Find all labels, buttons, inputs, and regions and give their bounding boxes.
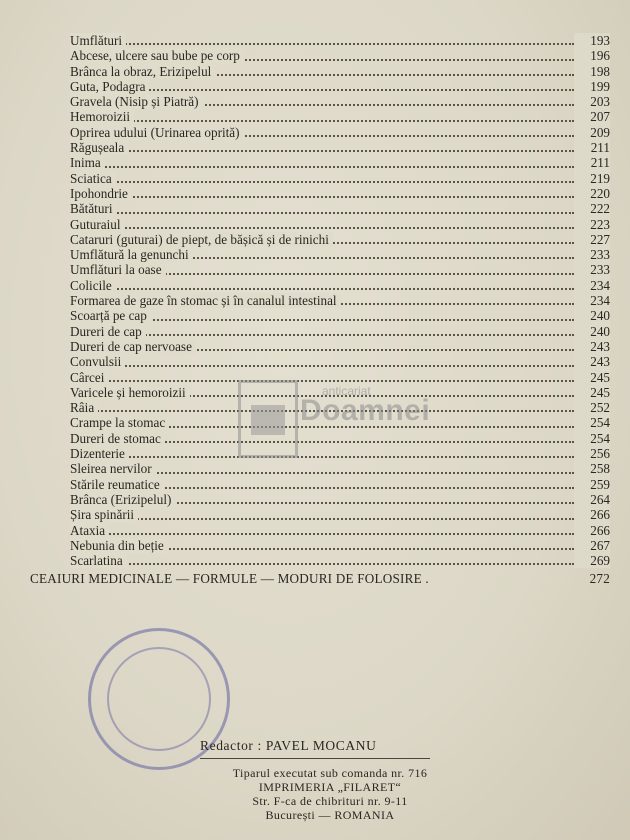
toc-entry-title: Stările reumatice — [70, 477, 164, 492]
toc-entry — [70, 293, 610, 308]
toc-entry-title: Hemoroizii — [70, 109, 134, 124]
toc-entry-title: Dizenterie — [70, 446, 129, 461]
toc-entry-page: 240 — [574, 308, 610, 323]
toc-entry-page: 264 — [574, 492, 610, 507]
toc-entry — [70, 339, 610, 354]
toc-entry-page: 267 — [574, 538, 610, 553]
toc-entry-title: Guturaiul — [70, 217, 125, 232]
toc-entry — [70, 247, 610, 262]
toc-entry — [70, 553, 610, 568]
toc-entry-page: 254 — [574, 415, 610, 430]
dot-leader — [70, 288, 574, 290]
toc-entry-page: 234 — [574, 278, 610, 293]
toc-entry-title: Scoarță pe cap — [70, 308, 151, 323]
section-page-number: 272 — [589, 571, 610, 586]
toc-entry-title: Scarlatina — [70, 553, 127, 568]
toc-entry-title: Ipohondrie — [70, 186, 132, 201]
toc-entry — [70, 477, 610, 492]
toc-entry-title: Brânca (Erizipelul) — [70, 492, 175, 507]
printer-city: București — ROMANIA — [265, 808, 395, 822]
toc-entry-title: Inima — [70, 155, 105, 170]
toc-entry-title: Cârcei — [70, 370, 108, 385]
toc-entry — [70, 94, 610, 109]
toc-entry — [70, 140, 610, 155]
toc-entry-title: Nebunia din beție — [70, 538, 168, 553]
book-icon — [238, 380, 298, 458]
toc-entry-page: 196 — [574, 48, 610, 63]
toc-entry-title: Dureri de cap nervoase — [70, 339, 196, 354]
dot-leader — [70, 212, 574, 214]
dot-leader — [70, 563, 574, 565]
toc-entry-page: 207 — [574, 109, 610, 124]
toc-entry — [70, 33, 610, 48]
toc-entry — [70, 523, 610, 538]
toc-entry-page: 199 — [574, 79, 610, 94]
toc-entry-page: 223 — [574, 217, 610, 232]
toc-entry-page: 258 — [574, 461, 610, 476]
toc-entry — [70, 186, 610, 201]
toc-entry-page: 243 — [574, 354, 610, 369]
toc-entry-title: Sleirea nervilor — [70, 461, 156, 476]
toc-entry-title: Râia — [70, 400, 98, 415]
toc-entry-page: 219 — [574, 171, 610, 186]
toc-entry-page: 266 — [574, 507, 610, 522]
toc-entry-title: Crampe la stomac — [70, 415, 169, 430]
dot-leader — [70, 533, 574, 535]
dot-leader — [70, 166, 574, 168]
toc-entry — [70, 324, 610, 339]
toc-entry-title: Oprirea udului (Urinarea oprită) — [70, 125, 244, 140]
toc-entry-title: Răgușeala — [70, 140, 128, 155]
toc-entry-page: 256 — [574, 446, 610, 461]
toc-entry-page: 252 — [574, 400, 610, 415]
toc-entry-title: Bătături — [70, 201, 116, 216]
dot-leader — [70, 43, 574, 45]
toc-entry-title: Abcese, ulcere sau bube pe corp — [70, 48, 244, 63]
toc-entry-title: Convulsii — [70, 354, 125, 369]
toc-entry-page: 203 — [574, 94, 610, 109]
toc-entry-page: 211 — [574, 140, 610, 155]
dot-leader — [70, 120, 574, 122]
toc-entry — [70, 262, 610, 277]
dot-leader — [70, 196, 574, 198]
watermark-big-text: Doamnei — [300, 394, 431, 427]
toc-entry-title: Sciatica — [70, 171, 116, 186]
toc-entry — [70, 492, 610, 507]
toc-entry — [70, 64, 610, 79]
toc-entry-page: 245 — [574, 385, 610, 400]
toc-entry — [70, 232, 610, 247]
toc-entry-title: Dureri de stomac — [70, 431, 165, 446]
toc-entry-title: Umflături la oase — [70, 262, 166, 277]
toc-entry — [70, 278, 610, 293]
toc-entry — [70, 125, 610, 140]
toc-entry — [70, 461, 610, 476]
toc-entry-title: Gravela (Nisip și Piatră) — [70, 94, 203, 109]
dot-leader — [70, 365, 574, 367]
toc-entry-page: 269 — [574, 553, 610, 568]
toc-entry-title: Varicele și hemoroizii — [70, 385, 190, 400]
toc-entry — [70, 48, 610, 63]
toc-entry-title: Ataxia — [70, 523, 109, 538]
toc-entry-title: Cataruri (guturai) de piept, de bășică și de rinichi — [70, 232, 333, 247]
toc-entry — [70, 354, 610, 369]
toc-entry — [70, 201, 610, 216]
toc-entry-page: 243 — [574, 339, 610, 354]
toc-entry-page: 240 — [574, 324, 610, 339]
toc-entry-page: 234 — [574, 293, 610, 308]
watermark-small-text: anticariat — [322, 384, 371, 398]
toc-entry-title: Șira spinării — [70, 507, 138, 522]
toc-entry-page: 245 — [574, 370, 610, 385]
toc-entry-page: 193 — [574, 33, 610, 48]
toc-entry-page: 254 — [574, 431, 610, 446]
toc-entry-page: 211 — [574, 155, 610, 170]
dot-leader — [70, 181, 574, 183]
toc-entry — [70, 79, 610, 94]
toc-entry-title: Umflături — [70, 33, 126, 48]
section-title: CEAIURI MEDICINALE — FORMULE — MODURI DE FOLOSIRE . — [30, 571, 429, 586]
toc-section-heading — [30, 571, 610, 587]
toc-entry-title: Guta, Podagra — [70, 79, 149, 94]
toc-entry-page: 198 — [574, 64, 610, 79]
toc-entry — [70, 217, 610, 232]
toc-entry-title: Colicile — [70, 278, 116, 293]
printer-street: Str. F-ca de chibrituri nr. 9-11 — [252, 794, 408, 808]
toc-entry-title: Formarea de gaze în stomac și în canalul intestinal — [70, 293, 341, 308]
printer-name: IMPRIMERIA „FILARET“ — [258, 780, 402, 794]
toc-entry-page: 220 — [574, 186, 610, 201]
toc-entry-page: 222 — [574, 201, 610, 216]
toc-entry-page: 233 — [574, 262, 610, 277]
toc-entry — [70, 109, 610, 124]
toc-entry-title: Umflătură la genunchi — [70, 247, 193, 262]
toc-entry-page: 227 — [574, 232, 610, 247]
toc-entry-title: Dureri de cap — [70, 324, 146, 339]
toc-entry — [70, 155, 610, 170]
toc-entry — [70, 171, 610, 186]
toc-entry-title: Brânca la obraz, Erizipelul — [70, 64, 215, 79]
redactor-line: Redactor : PAVEL MOCANU — [200, 738, 377, 753]
toc-entry — [70, 538, 610, 553]
watermark-logo — [238, 380, 431, 460]
stamp-inner-ring — [107, 647, 211, 751]
toc-entry-page: 209 — [574, 125, 610, 140]
colophon-divider — [200, 758, 430, 759]
toc-entry-page: 266 — [574, 523, 610, 538]
toc-entry-page: 233 — [574, 247, 610, 262]
dot-leader — [70, 227, 574, 229]
dot-leader — [70, 150, 574, 152]
print-order-line: Tiparul executat sub comanda nr. 716 — [232, 766, 428, 780]
toc-entry — [70, 507, 610, 522]
toc-entry-page: 259 — [574, 477, 610, 492]
toc-entry — [70, 308, 610, 323]
dot-leader — [70, 518, 574, 520]
table-of-contents — [70, 33, 610, 568]
